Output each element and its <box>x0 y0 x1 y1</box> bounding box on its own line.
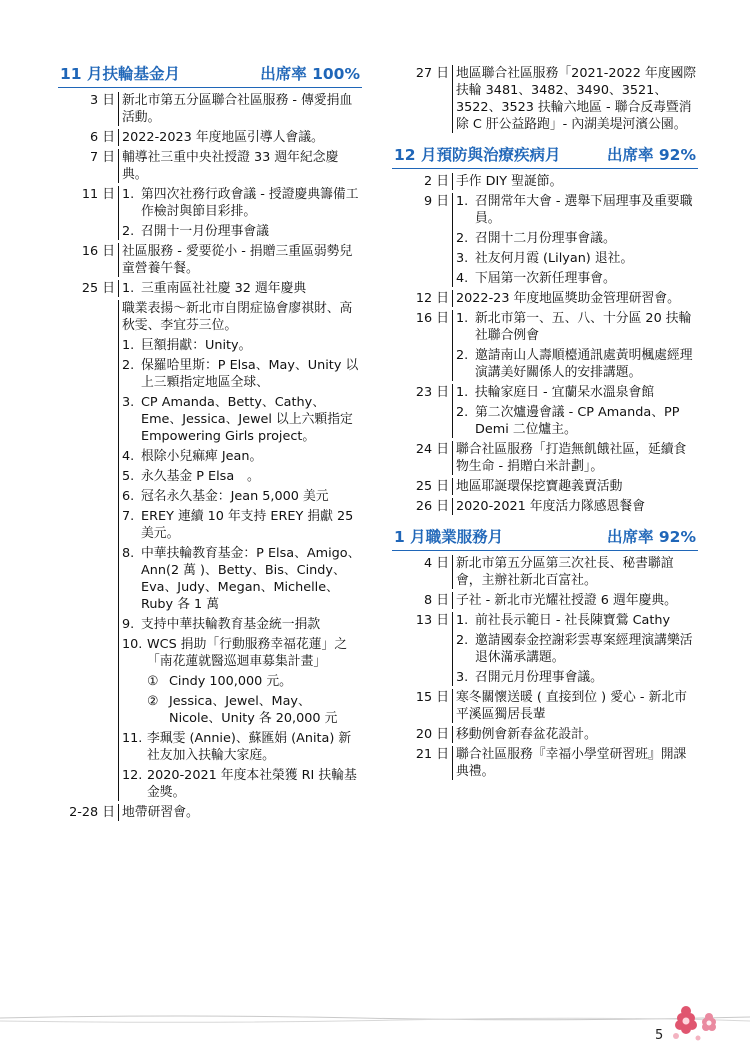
numbered-item <box>122 357 362 391</box>
entry-text: 2022-23 年度地區獎助金管理研習會。 <box>456 291 680 306</box>
entry-text: 子社 - 新北市光耀社授證 6 週年慶典。 <box>456 593 677 608</box>
sub-item <box>122 693 362 727</box>
item-text: 保羅哈里斯：P Elsa、May、Unity 以上三顆指定地區全球、 <box>141 358 359 390</box>
item-text: CP Amanda、Betty、Cathy、Eme、Jessica、Jewel 以上六顆指定 Empowering Girls project。 <box>141 395 353 444</box>
entry-date: 21 日 <box>415 747 449 762</box>
item-number: 8. <box>122 546 135 561</box>
entry-text: 社區服務 - 愛要從小 - 捐贈三重區弱勢兒童營養午餐。 <box>122 244 353 276</box>
item-text: 冠名永久基金：Jean 5,000 美元 <box>141 489 329 504</box>
item-text: EREY 連續 10 年支持 EREY 捐獻 25 美元。 <box>141 509 354 541</box>
item-text: 召開十二月份理事會議。 <box>475 231 616 246</box>
entry-body <box>118 243 362 277</box>
entry-text: 地區聯合社區服務「2021-2022 年度國際扶輪 3481、3482、3490、3521、3522、3523 扶輪六地區 - 聯合反毒暨消除 C 肝公益路跑」- 內湖美堤河濱公園。 <box>456 66 697 132</box>
item-number: 2. <box>122 358 135 373</box>
schedule-entry <box>392 384 698 438</box>
item-text: 2020-2021 年度本社榮獲 RI 扶輪基金獎。 <box>147 768 357 800</box>
section-title: 11 月扶輪基金月 <box>60 65 180 83</box>
january-entries <box>392 555 698 780</box>
item-number: 1. <box>456 385 469 400</box>
item-number: 2. <box>456 633 469 648</box>
entry-body <box>118 280 362 297</box>
december-entries <box>392 173 698 515</box>
sub-item-marker: ② <box>147 694 159 709</box>
schedule-entry <box>58 300 362 801</box>
entry-body <box>118 92 362 126</box>
item-number: 11. <box>122 731 143 746</box>
item-text: 根除小兒痲痺 Jean。 <box>141 449 263 464</box>
numbered-item <box>122 468 362 485</box>
entry-body <box>452 173 698 190</box>
entry-text: 移動例會新春盆花設計。 <box>456 727 597 742</box>
item-number: 1. <box>456 194 469 209</box>
item-number: 2. <box>456 231 469 246</box>
item-text: 社友何月霞 (Lilyan) 退社。 <box>475 251 634 266</box>
entry-body <box>118 804 362 821</box>
entry-date: 16 日 <box>415 311 449 326</box>
schedule-entry <box>392 612 698 686</box>
entry-text: 2020-2021 年度活力隊感恩餐會 <box>456 499 645 514</box>
item-text: 召開元月份理事會議。 <box>475 670 603 685</box>
numbered-item <box>456 310 698 344</box>
item-text: 永久基金 P Elsa 。 <box>141 469 260 484</box>
schedule-entry <box>392 478 698 495</box>
item-number: 5. <box>122 469 135 484</box>
entry-text: 聯合社區服務『幸福小學堂研習班』開課典禮。 <box>456 747 687 779</box>
schedule-entry <box>392 193 698 287</box>
flower-decoration-icon <box>668 1006 728 1046</box>
item-text: WCS 捐助「行動服務幸福花蓮」之「南花蓮就醫巡迴車募集計畫」 <box>147 637 348 669</box>
entry-text: 地區耶誕環保挖寶趣義賣活動 <box>456 479 623 494</box>
entry-body <box>452 498 698 515</box>
entry-date: 11 日 <box>81 187 115 202</box>
schedule-entry <box>58 243 362 277</box>
page-number: 5 <box>655 1028 664 1043</box>
entry-date: 7 日 <box>89 150 115 165</box>
item-text: 召開常年大會 - 選舉下屆理事及重要職員。 <box>475 194 693 226</box>
november-entries <box>58 92 362 821</box>
numbered-item <box>122 545 362 613</box>
item-number: 2. <box>122 224 135 239</box>
numbered-item <box>456 612 698 629</box>
attendance-rate: 出席率 92% <box>607 528 696 546</box>
entry-date: 25 日 <box>81 281 115 296</box>
entry-date: 4 日 <box>423 556 449 571</box>
entry-body <box>452 384 698 438</box>
entry-body <box>452 746 698 780</box>
sub-item-text: Cindy 100,000 元。 <box>169 674 292 689</box>
entry-text: 地帶研習會。 <box>122 805 199 820</box>
item-text: 下屆第一次新任理事會。 <box>475 271 616 286</box>
item-text: 邀請國泰金控謝彩雲專案經理演講樂活退休滿承講題。 <box>475 633 693 665</box>
entry-date: 2-28 日 <box>69 805 115 820</box>
november-section-header <box>58 62 362 88</box>
entry-text: 寒冬關懷送暖 ( 直接到位 ) 愛心 - 新北市平溪區獨居長輩 <box>456 690 687 722</box>
entry-body <box>118 129 362 146</box>
schedule-entry <box>392 746 698 780</box>
item-number: 4. <box>456 271 469 286</box>
numbered-item <box>122 730 362 764</box>
entry-body <box>452 478 698 495</box>
numbered-item <box>122 223 362 240</box>
schedule-entry <box>392 498 698 515</box>
right-column <box>392 62 698 780</box>
schedule-entry <box>58 149 362 183</box>
entry-date: 3 日 <box>89 93 115 108</box>
item-number: 1. <box>456 613 469 628</box>
item-number: 6. <box>122 489 135 504</box>
numbered-item <box>122 488 362 505</box>
schedule-entry <box>392 441 698 475</box>
january-section-header <box>392 525 698 551</box>
numbered-item <box>122 508 362 542</box>
entry-body <box>452 193 698 287</box>
section-title: 1 月職業服務月 <box>394 528 504 546</box>
numbered-item <box>122 616 362 633</box>
entry-date: 25 日 <box>415 479 449 494</box>
numbered-item <box>456 230 698 247</box>
sub-item <box>122 673 362 690</box>
entry-paragraph: 職業表揚～新北市自閉症協會廖祺財、高秋雯、李宜芬三位。 <box>122 301 353 333</box>
numbered-item <box>456 193 698 227</box>
item-number: 3. <box>456 670 469 685</box>
item-number: 7. <box>122 509 135 524</box>
left-column <box>58 62 362 821</box>
numbered-item <box>122 767 362 801</box>
schedule-entry <box>392 290 698 307</box>
item-text: 支持中華扶輪教育基金統一捐款 <box>141 617 321 632</box>
item-number: 3. <box>456 251 469 266</box>
item-number: 12. <box>122 768 143 783</box>
entry-date: 23 日 <box>415 385 449 400</box>
numbered-item <box>122 394 362 445</box>
item-number: 3. <box>122 395 135 410</box>
item-text: 前社長示範日 - 社長陳寶鶯 Cathy <box>475 613 671 628</box>
footer-wave-lines <box>0 1012 750 1026</box>
entry-body <box>452 290 698 307</box>
numbered-item <box>122 280 362 297</box>
item-number: 9. <box>122 617 135 632</box>
entry-body <box>452 555 698 589</box>
entry-date: 24 日 <box>415 442 449 457</box>
item-number: 1. <box>122 338 135 353</box>
item-number: 2. <box>456 405 469 420</box>
schedule-entry <box>392 592 698 609</box>
entry-date: 6 日 <box>89 130 115 145</box>
numbered-item <box>456 347 698 381</box>
item-text: 第四次社務行政會議 - 授證慶典籌備工作檢討與節目彩排。 <box>141 187 359 219</box>
attendance-rate: 出席率 92% <box>607 146 696 164</box>
entry-body <box>118 149 362 183</box>
entry-date: 13 日 <box>415 613 449 628</box>
sub-item-text: Jessica、Jewel、May、Nicole、Unity 各 20,000 元 <box>169 694 338 726</box>
item-number: 10. <box>122 637 143 652</box>
schedule-entry <box>58 280 362 297</box>
item-number: 4. <box>122 449 135 464</box>
item-number: 1. <box>122 281 135 296</box>
entry-body <box>452 689 698 723</box>
entry-text: 輔導社三重中央社授證 33 週年紀念慶典。 <box>122 150 339 182</box>
item-text: 邀請南山人壽順檯通訊處黃明楓處經理演講美好關係人的安排講題。 <box>475 348 693 380</box>
entry-date: 8 日 <box>423 593 449 608</box>
entry-text: 手作 DIY 聖誕節。 <box>456 174 563 189</box>
schedule-entry <box>392 173 698 190</box>
entry-date <box>58 300 118 801</box>
schedule-entry <box>58 186 362 240</box>
numbered-item <box>456 404 698 438</box>
item-text: 扶輪家庭日 - 宜蘭呆水溫泉會館 <box>475 385 655 400</box>
numbered-item <box>122 186 362 220</box>
entry-text: 2022-2023 年度地區引導人會議。 <box>122 130 324 145</box>
entry-date: 15 日 <box>415 690 449 705</box>
entry-body <box>118 186 362 240</box>
entry-date: 20 日 <box>415 727 449 742</box>
item-number: 2. <box>456 348 469 363</box>
item-text: 三重南區社社慶 32 週年慶典 <box>141 281 307 296</box>
schedule-entry <box>392 65 698 133</box>
entry-date: 9 日 <box>423 194 449 209</box>
entry-date: 26 日 <box>415 499 449 514</box>
schedule-entry <box>392 310 698 381</box>
entry-body <box>452 310 698 381</box>
item-text: 召開十一月份理事會議 <box>141 224 269 239</box>
entry-text: 新北市第五分區聯合社區服務 - 傳愛捐血活動。 <box>122 93 353 125</box>
schedule-entry <box>58 92 362 126</box>
item-text: 巨額捐獻：Unity。 <box>141 338 252 353</box>
entry-text: 新北市第五分區第三次社長、秘書聯誼會，主辦社新北百富社。 <box>456 556 674 588</box>
entry-body <box>452 612 698 686</box>
schedule-entry <box>58 129 362 146</box>
entry-date: 16 日 <box>81 244 115 259</box>
numbered-item <box>456 384 698 401</box>
item-text: 第二次爐邊會議 - CP Amanda、PP Demi 二位爐主。 <box>475 405 680 437</box>
entry-body <box>118 300 362 801</box>
december-section-header <box>392 143 698 169</box>
entry-text: 聯合社區服務「打造無飢餓社區，延續食物生命 - 捐贈白米計劃」。 <box>456 442 687 474</box>
entry-body <box>452 592 698 609</box>
numbered-item <box>456 632 698 666</box>
schedule-entry <box>392 555 698 589</box>
november-continued-entries <box>392 65 698 133</box>
numbered-item <box>456 250 698 267</box>
numbered-item <box>456 669 698 686</box>
schedule-entry <box>392 726 698 743</box>
schedule-entry <box>392 689 698 723</box>
entry-date: 2 日 <box>423 174 449 189</box>
numbered-item <box>456 270 698 287</box>
item-text: 李珮雯 (Annie)、蘇匯娟 (Anita) 新社友加入扶輪大家庭。 <box>147 731 352 763</box>
entry-body <box>452 441 698 475</box>
numbered-item <box>122 636 362 670</box>
section-title: 12 月預防與治療疾病月 <box>394 146 561 164</box>
item-number: 1. <box>456 311 469 326</box>
entry-date: 27 日 <box>415 66 449 81</box>
numbered-item <box>122 448 362 465</box>
attendance-rate: 出席率 100% <box>260 65 360 83</box>
entry-body <box>452 65 698 133</box>
sub-item-marker: ① <box>147 674 159 689</box>
item-text: 中華扶輪教育基金：P Elsa、Amigo、Ann(2 萬 )、Betty、Bis、Cindy、Eva、Judy、Megan、Michelle、Ruby 各 1 萬 <box>141 546 361 612</box>
entry-date: 12 日 <box>415 291 449 306</box>
numbered-item <box>122 337 362 354</box>
item-text: 新北市第一、五、八、十分區 20 扶輪社聯合例會 <box>475 311 692 343</box>
schedule-entry <box>58 804 362 821</box>
entry-body <box>452 726 698 743</box>
item-number: 1. <box>122 187 135 202</box>
